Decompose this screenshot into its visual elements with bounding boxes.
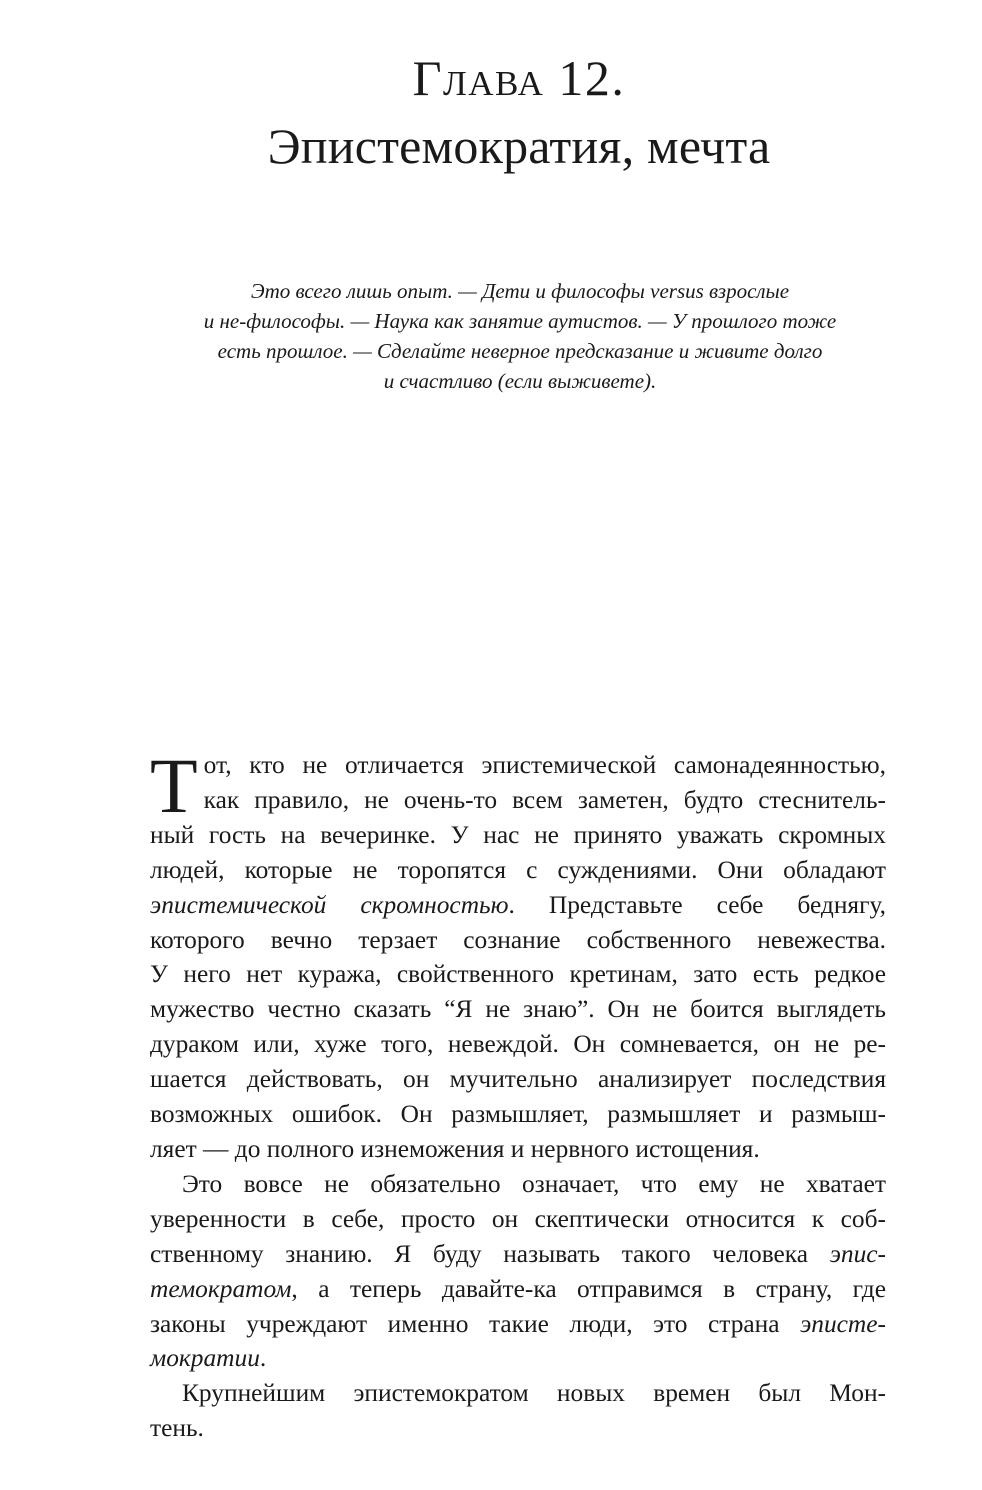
emphasis: эпис- — [829, 1239, 886, 1268]
text-line: уверенности в себе, просто он скептически относится к соб- — [150, 1204, 886, 1233]
body-text — [150, 742, 886, 1446]
chapter-heading — [0, 44, 982, 180]
emphasis: мократии — [150, 1344, 260, 1373]
text-fragment: . Представьте себе беднягу, — [508, 890, 886, 919]
text-line: ный гость на вечеринке. У нас не принято уважать скромных — [150, 820, 886, 849]
text-line: которого вечно терзает сознание собственного невежества. — [150, 925, 886, 954]
emphasis: темократом — [150, 1274, 292, 1303]
text-line — [150, 1237, 886, 1272]
text-line — [150, 1341, 886, 1376]
text-fragment: ственному знанию. Я буду называть такого человека — [150, 1239, 830, 1268]
paragraph-1 — [150, 742, 886, 1167]
epigraph-line: есть прошлое. — Сделайте неверное предсказание и живите долго — [217, 339, 823, 363]
emphasis: эписте- — [800, 1309, 886, 1338]
text-line: шается действовать, он мучительно анализирует последствия — [150, 1065, 886, 1094]
text-fragment: . — [259, 1344, 267, 1373]
text-line: ляет — до полного изнеможения и нервного истощения. — [150, 1134, 760, 1163]
text-line: Это вовсе не обязательно означает, что ему не хватает — [182, 1169, 886, 1198]
chapter-label: Глава 12. — [412, 50, 626, 106]
paragraph-2 — [150, 1167, 886, 1376]
text-line: У него нет куража, свойственного кретинам, зато есть редкое — [150, 960, 886, 989]
emphasis: эпистемической скромностью — [150, 890, 509, 919]
text-line: возможных ошибок. Он размышляет, размышляет и размыш- — [150, 1100, 886, 1129]
chapter-epigraph — [150, 276, 890, 396]
text-line: мужество честно сказать “Я не знаю”. Он не боится выглядеть — [150, 995, 886, 1024]
epigraph-line: и не-философы. — Наука как занятие аутистов. — У прошлого тоже — [203, 309, 837, 333]
text-line: тень. — [150, 1414, 204, 1443]
text-fragment: законы учреждают именно такие люди, это страна — [150, 1309, 801, 1338]
text-line: людей, которые не торопятся с суждениями. Они обладают — [150, 855, 886, 884]
text-line — [150, 1307, 886, 1342]
text-line: дураком или, хуже того, невеждой. Он сомневается, он не ре- — [150, 1030, 886, 1059]
text-line — [150, 888, 886, 923]
chapter-title: Эпистемократия, мечта — [267, 118, 771, 174]
text-line: Крупнейшим эпистемократом новых времен был Мон- — [182, 1379, 886, 1408]
paragraph-3 — [150, 1376, 886, 1446]
text-line — [150, 1272, 886, 1307]
epigraph-line: Это всего лишь опыт. — Дети и философы versus взрослые — [250, 279, 790, 303]
epigraph-line: и счастливо (если выживете). — [383, 369, 657, 393]
text-line: от, кто не отличается эпистемической самонадеянностью, — [203, 751, 886, 779]
text-fragment: , а теперь давайте-ка отправимся в страну, где — [291, 1274, 886, 1303]
drop-cap: Т — [150, 742, 198, 829]
text-line: как правило, не очень-то всем заметен, будто стеснитель- — [203, 785, 886, 814]
